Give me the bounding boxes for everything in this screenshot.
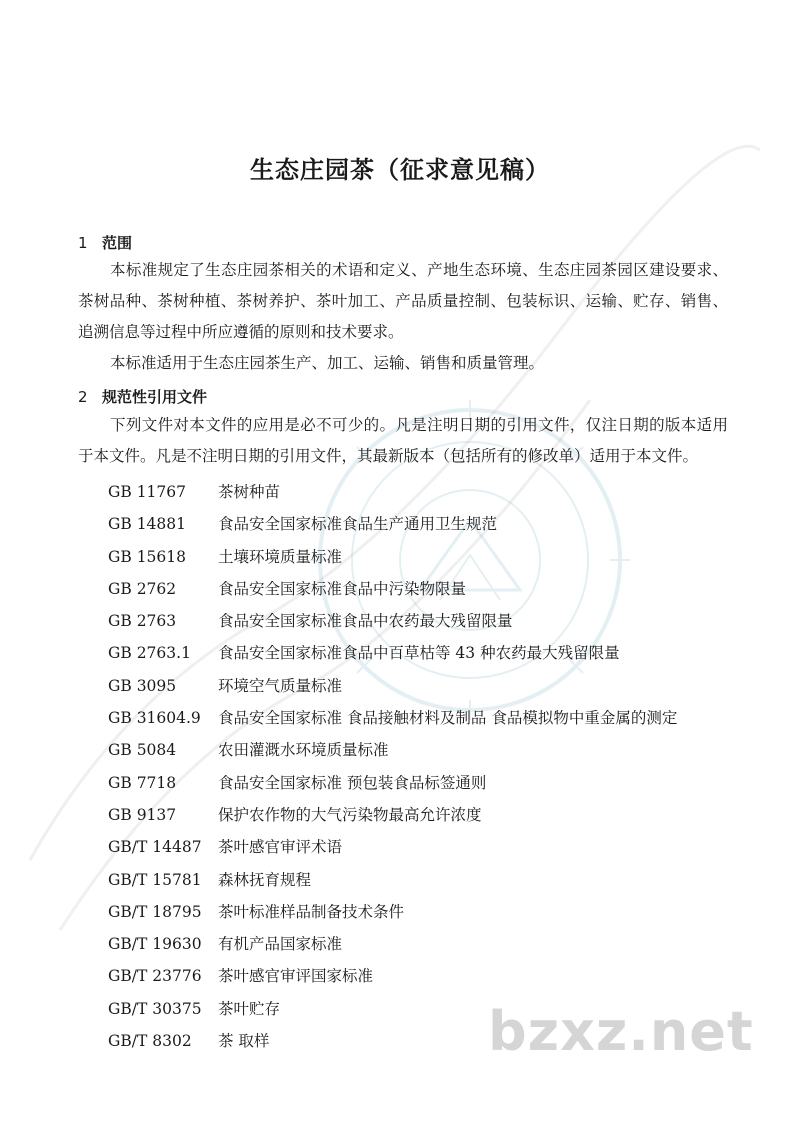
reference-code: GB 15618 bbox=[108, 547, 187, 566]
reference-item bbox=[108, 734, 748, 766]
reference-title: 茶 取样 bbox=[218, 1032, 270, 1051]
section-number: 2 bbox=[78, 388, 88, 406]
section-title: 范围 bbox=[102, 234, 133, 252]
reference-code: GB 2762 bbox=[108, 579, 177, 598]
references-intro-paragraph: 下列文件对本文件的应用是必不可少的。凡是注明日期的引用文件，仅注日期的版本适用于本文件。凡是不注明日期的引用文件，其最新版本（包括所有的修改单）适用于本文件。 bbox=[78, 416, 728, 465]
reference-title: 食品安全国家标准 食品接触材料及制品 食品模拟物中重金属的测定 bbox=[218, 709, 678, 728]
document-title: 生态庄园茶（征求意见稿） bbox=[250, 156, 550, 184]
reference-title: 茶叶贮存 bbox=[218, 999, 281, 1018]
reference-item bbox=[108, 896, 748, 928]
reference-title: 有机产品国家标准 bbox=[218, 935, 343, 954]
reference-code: GB/T 18795 bbox=[108, 902, 202, 921]
reference-title: 茶叶感官审评国家标准 bbox=[218, 967, 374, 986]
section-1-heading bbox=[78, 232, 132, 253]
reference-item bbox=[108, 960, 748, 992]
reference-code: GB/T 8302 bbox=[108, 1032, 192, 1051]
reference-title: 食品安全国家标准食品中污染物限量 bbox=[218, 579, 467, 598]
reference-item bbox=[108, 541, 748, 573]
reference-title: 茶叶标准样品制备技术条件 bbox=[218, 902, 405, 921]
reference-code: GB/T 15781 bbox=[108, 870, 202, 889]
section-title: 规范性引用文件 bbox=[102, 388, 208, 406]
reference-code: GB 31604.9 bbox=[108, 709, 201, 728]
reference-item bbox=[108, 637, 748, 669]
reference-item bbox=[108, 670, 748, 702]
reference-code: GB/T 14487 bbox=[108, 838, 202, 857]
site-watermark: bzxz.net bbox=[488, 1000, 754, 1063]
reference-item bbox=[108, 799, 748, 831]
reference-code: GB 3095 bbox=[108, 676, 177, 695]
section-2-heading bbox=[78, 386, 207, 407]
reference-title: 食品安全国家标准食品中百草枯等 43 种农药最大残留限量 bbox=[218, 644, 620, 663]
reference-code: GB 9137 bbox=[108, 805, 177, 824]
reference-code: GB 14881 bbox=[108, 515, 187, 534]
reference-item bbox=[108, 508, 748, 540]
reference-code: GB 11767 bbox=[108, 483, 187, 501]
reference-code: GB 5084 bbox=[108, 741, 177, 760]
reference-title: 土壤环境质量标准 bbox=[218, 547, 343, 566]
reference-title: 茶叶感官审评术语 bbox=[218, 838, 343, 857]
reference-item bbox=[108, 767, 748, 799]
reference-code: GB 2763 bbox=[108, 612, 177, 631]
reference-item bbox=[108, 864, 748, 896]
reference-list bbox=[108, 476, 748, 1057]
section-number: 1 bbox=[78, 234, 88, 252]
reference-item bbox=[108, 928, 748, 960]
reference-title: 农田灌溉水环境质量标准 bbox=[218, 741, 389, 760]
reference-code: GB/T 23776 bbox=[108, 967, 202, 986]
reference-title: 食品安全国家标准食品生产通用卫生规范 bbox=[218, 515, 498, 534]
reference-item bbox=[108, 605, 748, 637]
reference-code: GB/T 30375 bbox=[108, 999, 202, 1018]
reference-item bbox=[108, 831, 748, 863]
reference-item bbox=[108, 476, 748, 508]
reference-title: 环境空气质量标准 bbox=[218, 676, 343, 695]
reference-title: 食品安全国家标准 预包装食品标签通则 bbox=[218, 773, 487, 792]
reference-title: 茶树种苗 bbox=[218, 483, 281, 501]
reference-code: GB 7718 bbox=[108, 773, 177, 792]
scope-paragraph-1: 本标准规定了生态庄园茶相关的术语和定义、产地生态环境、生态庄园茶园区建设要求、茶树品种、茶树种植、茶树养护、茶叶加工、产品质量控制、包装标识、运输、贮存、销售、追溯信息等过程中所应遵循的原则和技术要求。 bbox=[78, 261, 728, 341]
reference-code: GB/T 19630 bbox=[108, 935, 202, 954]
reference-item bbox=[108, 573, 748, 605]
reference-title: 森林抚育规程 bbox=[218, 870, 312, 889]
reference-title: 食品安全国家标准食品中农药最大残留限量 bbox=[218, 612, 513, 631]
reference-item bbox=[108, 702, 748, 734]
reference-title: 保护农作物的大气污染物最高允许浓度 bbox=[218, 805, 482, 824]
reference-code: GB 2763.1 bbox=[108, 644, 191, 663]
scope-paragraph-2: 本标准适用于生态庄园茶生产、加工、运输、销售和质量管理。 bbox=[110, 354, 545, 372]
